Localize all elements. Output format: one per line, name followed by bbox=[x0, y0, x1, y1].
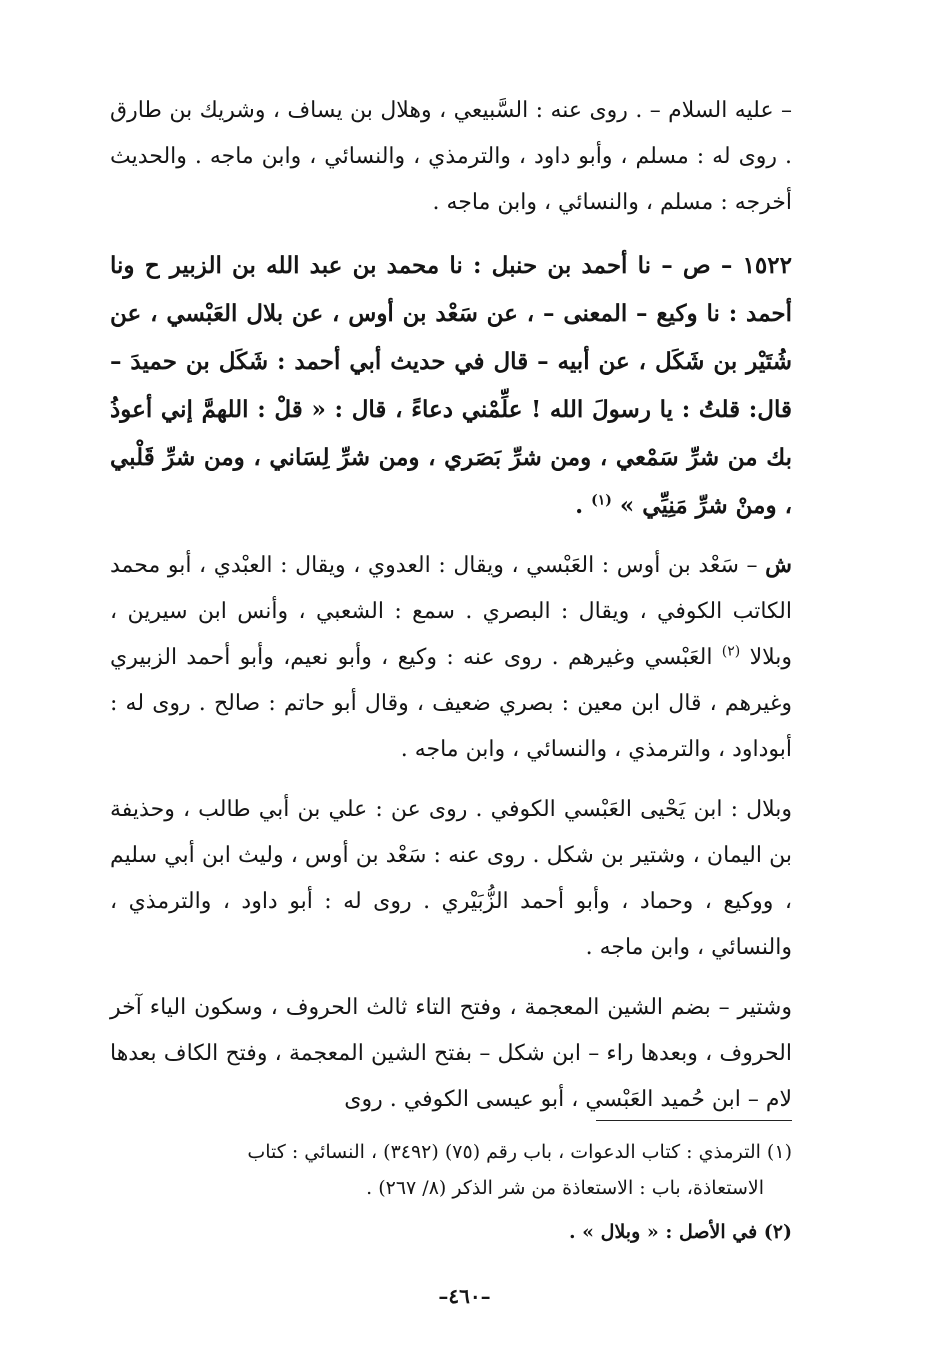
hadith-text: – ص – نا أحمد بن حنبل : نا محمد بن عبد الله بن الزبير ح ونا أحمد : نا وكيع – المعنى – ، عن سَعْد بن أوس ، عن بلال العَبْسي ، عن شُتَيْر بن شَكَل ، عن أبيه – قال في حديث أبي أحمد : شَكَل بن حميدَ – قال: قلتُ : يا رسولَ الله ! علِّمْني دعاءً ، قال : « قلْ : اللهمَّ إني أعوذُ بك من شرِّ سَمْعي ، ومن شرِّ بَصَري ، ومن شرِّ لِسَاني ، ومن شرِّ قَلْبي ، ومنْ شرِّ مَنِيِّي » bbox=[110, 252, 792, 519]
page-number: –٤٦٠– bbox=[438, 1284, 491, 1308]
bilal-paragraph: وبلال : ابن يَحْيى العَبْسي الكوفي . روى عن : علي بن أبي طالب ، وحذيفة بن اليمان ، وشتير بن شكل . روى عنه : سَعْد بن أوس ، وليث ابن أبي سليم ، ووكيع ، وحماد ، وأبو أحمد الزُّبَيْري . روى له : أبو داود ، والترمذي ، والنسائي ، وابن ماجه . bbox=[110, 797, 792, 960]
sharh-lead: ش bbox=[765, 552, 792, 578]
footnote-1-line-1: (١) الترمذي : كتاب الدعوات ، باب رقم (٧٥) (٣٤٩٢) ، النسائي : كتاب bbox=[247, 1141, 792, 1163]
footnote-ref-1: (١) bbox=[591, 492, 612, 509]
hadith-number: ١٥٢٢ bbox=[742, 252, 792, 279]
sharh-text-2: العَبْسي وغيرهم . روى عنه : وكيع ، وأبو نعيم، وأبو أحمد الزبيري وغيرهم ، قال ابن معين : بصري ضعيف ، وقال أبو حاتم : صالح . روى له : أبوداود ، والترمذي ، والنسائي ، وابن ماجه . bbox=[110, 645, 792, 762]
intro-paragraph: – عليه السلام – . روى عنه : السَّبيعي ، وهلال بن يساف ، وشريك بن طارق . روى له : مسلم ، وأبو داود ، والترمذي ، والنسائي ، وابن ماجه . والحديث أخرجه : مسلم ، والنسائي ، وابن ماجه . bbox=[110, 98, 792, 215]
hadith-end: . bbox=[575, 492, 592, 519]
footnote-1-line-2: الاستعاذة، باب : الاستعاذة من شر الذكر (٨/ ٢٦٧) . bbox=[366, 1177, 764, 1199]
footnotes bbox=[110, 1134, 792, 1250]
footnote-divider bbox=[596, 1120, 792, 1121]
footnote-ref-2: (٢) bbox=[721, 643, 741, 660]
shutayr-paragraph: وشتير – بضم الشين المعجمة ، وفتح التاء ثالث الحروف ، وسكون الياء آخر الحروف ، وبعدها راء – ابن شكل – بفتح الشين المعجمة ، وفتح الكاف بعدها لام – ابن حُميد العَبْسي ، أبو عيسى الكوفي . روى bbox=[110, 995, 792, 1112]
sharh-text: – سَعْد بن أوس : العَبْسي ، ويقال : العدوي ، ويقال : العبْدي ، أبو محمد الكاتب الكوفي ، ويقال : البصري . سمع : الشعبي ، وأنس ابن سيرين ، وبلالا bbox=[110, 553, 792, 670]
sharh-paragraph bbox=[110, 542, 792, 773]
footnote-2: (٢) في الأصل : « وبلال » . bbox=[568, 1221, 792, 1243]
hadith-paragraph bbox=[110, 242, 792, 530]
page-body bbox=[110, 88, 792, 1123]
